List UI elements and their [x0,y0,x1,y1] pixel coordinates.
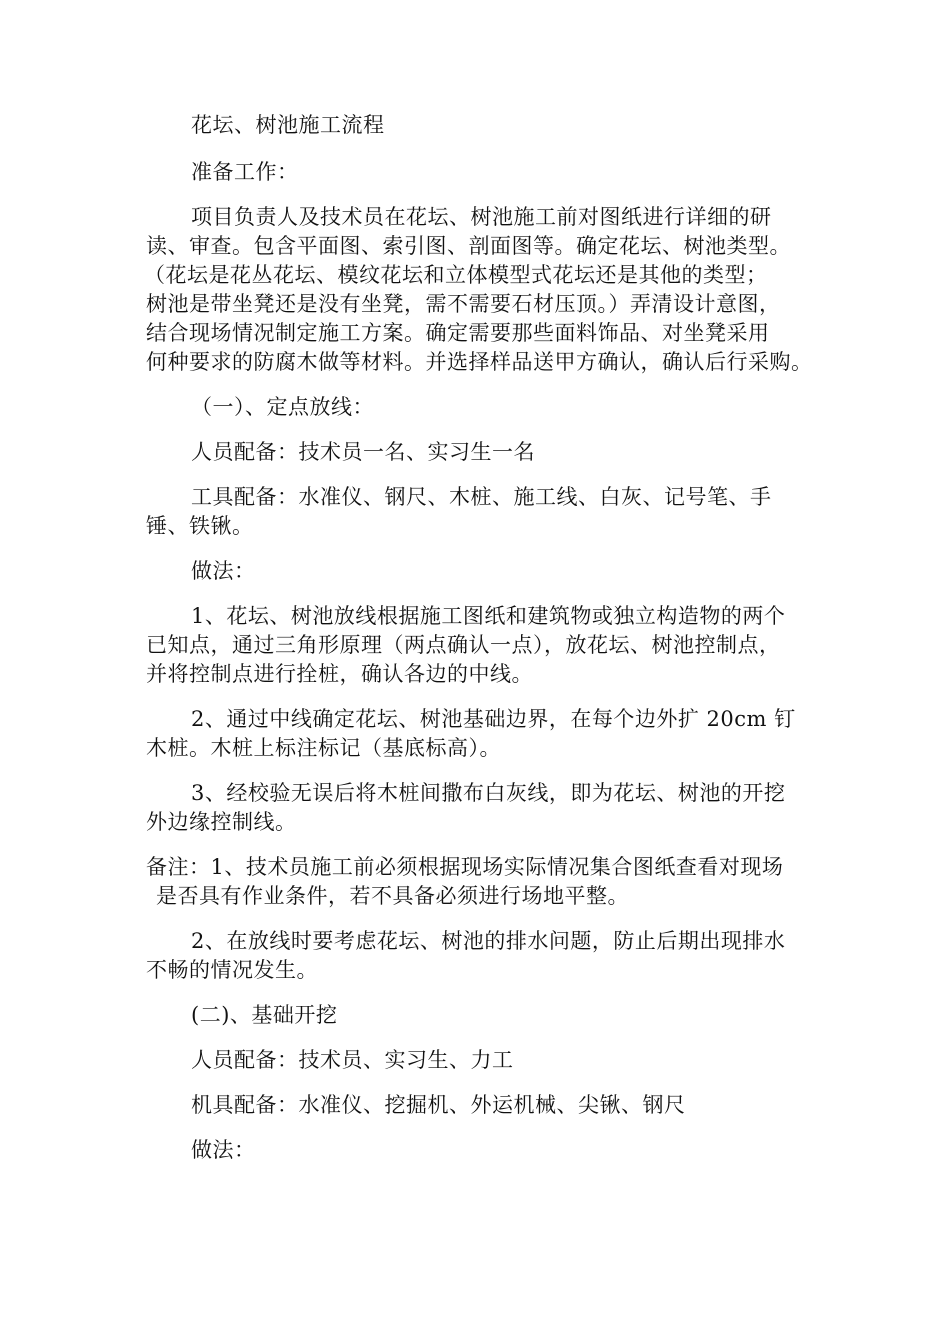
document-title: 花坛、树池施工流程 [191,113,385,137]
prep-heading: 准备工作： [191,160,299,184]
paragraph-line: 工具配备：水准仪、钢尺、木桩、施工线、白灰、记号笔、手 [191,485,772,509]
paragraph-line: 项目负责人及技术员在花坛、树池施工前对图纸进行详细的研 [191,205,772,229]
paragraph-line: 并将控制点进行拴桩，确认各边的中线。 [146,662,533,686]
paragraph-line: 何种要求的防腐木做等材料。并选择样品送甲方确认，确认后行采购。 [146,350,813,374]
section1-heading: （一）、定点放线： [191,395,374,419]
section2-staff: 人员配备：技术员、实习生、力工 [191,1048,514,1072]
section1-method: 做法： [191,559,256,583]
paragraph-line: 木桩。木桩上标注标记（基底标高）。 [146,736,501,760]
paragraph-line: 树池是带坐凳还是没有坐凳，需不需要石材压顶。）弄清设计意图， [146,292,781,316]
paragraph-line: 锤、铁锹。 [146,514,254,538]
paragraph-line: 2、通过中线确定花坛、树池基础边界，在每个边外扩 20cm 钉 [191,707,796,731]
paragraph-line: 外边缘控制线。 [146,810,297,834]
paragraph-line: 1、花坛、树池放线根据施工图纸和建筑物或独立构造物的两个 [191,604,786,628]
paragraph-line: 是否具有作业条件，若不具备必须进行场地平整。 [156,884,629,908]
paragraph-line: 2、在放线时要考虑花坛、树池的排水问题，防止后期出现排水 [191,929,786,953]
paragraph-line: 读、审查。包含平面图、索引图、剖面图等。确定花坛、树池类型。 [146,234,791,258]
paragraph-line: 不畅的情况发生。 [146,958,318,982]
paragraph-line: 已知点，通过三角形原理（两点确认一点），放花坛、树池控制点， [146,633,781,657]
section2-heading: (二)、基础开挖 [191,1003,338,1027]
paragraph-line: 备注：1、技术员施工前必须根据现场实际情况集合图纸查看对现场 [146,855,784,879]
section1-staff: 人员配备：技术员一名、实习生一名 [191,440,535,464]
section2-method: 做法： [191,1138,256,1162]
paragraph-line: 结合现场情况制定施工方案。确定需要那些面料饰品、对坐凳采用 [146,321,770,345]
section2-tools: 机具配备：水准仪、挖掘机、外运机械、尖锹、钢尺 [191,1093,686,1117]
paragraph-line: 3、经校验无误后将木桩间撒布白灰线，即为花坛、树池的开挖 [191,781,786,805]
paragraph-line: （花坛是花丛花坛、模纹花坛和立体模型式花坛还是其他的类型； [144,263,768,287]
